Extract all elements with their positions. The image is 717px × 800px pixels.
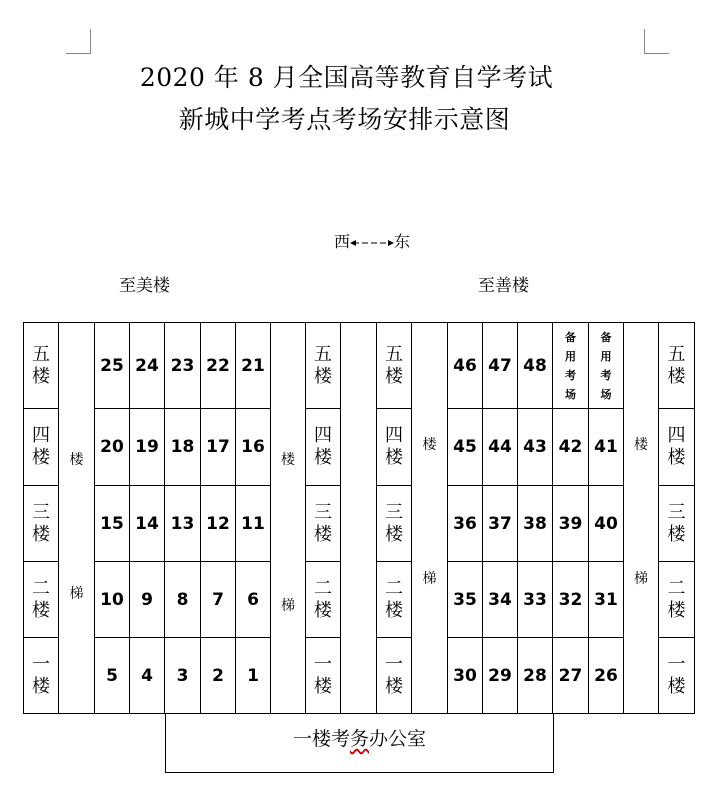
backup-room-char: 考: [600, 368, 612, 382]
floor-label-left-inner: [306, 409, 341, 486]
stair-left-inner: [271, 323, 306, 714]
building-label-right: 至善楼: [478, 276, 529, 296]
room-cell: 46: [448, 323, 483, 409]
floor-char-1: 一: [385, 653, 403, 675]
room-cell: 5: [95, 638, 130, 714]
floor-char-1: 三: [385, 501, 403, 523]
stair-char: 楼: [422, 437, 437, 453]
backup-room-char: 场: [565, 387, 576, 401]
stair-char: 梯: [281, 598, 295, 614]
backup-room-char: 考: [565, 368, 576, 382]
floor-char-2: 楼: [32, 523, 50, 545]
floor-char-1: 二: [314, 577, 332, 599]
floor-char-1: 五: [385, 343, 403, 365]
floor-label-left-inner: [306, 486, 341, 562]
floor-char-1: 五: [667, 343, 686, 365]
stair-char: 楼: [281, 452, 295, 468]
room-cell: 41: [589, 409, 624, 486]
room-cell: 24: [130, 323, 165, 409]
room-cell: 17: [201, 409, 236, 486]
floor-char-2: 楼: [32, 599, 50, 621]
floor-label-left-inner: [306, 638, 341, 714]
floor-char-2: 楼: [314, 523, 332, 545]
floor-char-2: 楼: [667, 675, 686, 697]
room-cell: 14: [130, 486, 165, 562]
floor-label-left-outer: [24, 409, 59, 486]
floor-label-right-inner: [377, 562, 412, 638]
floor-char-1: 三: [32, 501, 50, 523]
room-cell: 27: [553, 638, 589, 714]
floor-label-right-outer: [659, 486, 695, 562]
floor-char-2: 楼: [385, 365, 403, 387]
room-cell: 31: [589, 562, 624, 638]
floor-label-left-outer: [24, 638, 59, 714]
stair-right: [412, 323, 448, 714]
direction-indicator: [334, 229, 410, 252]
floor-char-1: 四: [314, 425, 332, 446]
office-label-prefix: 一楼考: [292, 728, 350, 750]
backup-room-char: 用: [600, 349, 612, 363]
floor-label-right-outer: [659, 409, 695, 486]
room-cell: 43: [518, 409, 553, 486]
floor-label-right-inner: [377, 409, 412, 486]
room-cell: 20: [95, 409, 130, 486]
floor-char-2: 楼: [32, 365, 50, 387]
backup-room: [553, 323, 589, 409]
room-cell: 15: [95, 486, 130, 562]
floor-label-right-outer: [659, 323, 695, 409]
floor-char-1: 四: [667, 425, 686, 446]
room-cell: 48: [518, 323, 553, 409]
floor-label-left-inner: [306, 323, 341, 409]
room-cell: 4: [130, 638, 165, 714]
room-cell: 13: [165, 486, 201, 562]
floor-char-2: 楼: [667, 599, 686, 621]
room-cell: 12: [201, 486, 236, 562]
office-label-suffix: 办公室: [369, 728, 427, 750]
room-cell: 26: [589, 638, 624, 714]
floor-label-left-outer: [24, 323, 59, 409]
page-corner-mark-top-left: [66, 29, 91, 54]
floor-char-2: 楼: [385, 675, 403, 697]
room-cell: 36: [448, 486, 483, 562]
room-cell: 38: [518, 486, 553, 562]
floor-label-left-outer: [24, 562, 59, 638]
room-cell: 32: [553, 562, 589, 638]
floor-char-2: 楼: [32, 447, 50, 468]
room-cell: 1: [236, 638, 271, 714]
room-cell: 37: [483, 486, 518, 562]
stair-char: 梯: [634, 571, 648, 587]
floor-char-2: 楼: [667, 365, 686, 387]
room-cell: 6: [236, 562, 271, 638]
floor-label-right-inner: [377, 323, 412, 409]
floor-label-left-outer: [24, 486, 59, 562]
room-cell: 44: [483, 409, 518, 486]
stair-left: [59, 323, 95, 714]
building-label-left: 至美楼: [119, 276, 170, 296]
page-corner-mark-top-right: [644, 29, 669, 54]
floor-char-2: 楼: [314, 447, 332, 468]
backup-room-char: 备: [600, 330, 612, 344]
room-cell: 28: [518, 638, 553, 714]
backup-room-char: 场: [600, 387, 612, 401]
floor-char-1: 一: [32, 653, 50, 675]
floor-label-right-outer: [659, 562, 695, 638]
floor-char-1: 五: [314, 343, 332, 365]
floor-label-right-outer: [659, 638, 695, 714]
room-cell: 45: [448, 409, 483, 486]
walkway-gap: [341, 323, 377, 714]
floor-char-2: 楼: [32, 675, 50, 697]
room-cell: 11: [236, 486, 271, 562]
room-cell: 21: [236, 323, 271, 409]
floor-row: [24, 323, 695, 409]
room-cell: 34: [483, 562, 518, 638]
stair-char: 梯: [422, 571, 437, 587]
floor-label-right-inner: [377, 638, 412, 714]
room-cell: 2: [201, 638, 236, 714]
backup-room-char: 备: [565, 330, 576, 344]
stair-char: 梯: [69, 586, 84, 602]
room-cell: 18: [165, 409, 201, 486]
room-cell: 47: [483, 323, 518, 409]
room-cell: 22: [201, 323, 236, 409]
stair-char: 楼: [69, 452, 84, 468]
room-cell: 23: [165, 323, 201, 409]
direction-west: 西: [334, 232, 351, 251]
room-cell: 39: [553, 486, 589, 562]
room-cell: 7: [201, 562, 236, 638]
floor-char-2: 楼: [385, 523, 403, 545]
direction-east: 东: [394, 232, 411, 251]
floor-char-2: 楼: [314, 675, 332, 697]
room-cell: 33: [518, 562, 553, 638]
floor-char-1: 一: [667, 653, 686, 675]
room-cell: 3: [165, 638, 201, 714]
floor-char-1: 一: [314, 653, 332, 675]
floor-char-1: 二: [32, 577, 50, 599]
floor-char-1: 四: [385, 425, 403, 446]
title-line-1: 2020 年 8 月全国高等教育自学考试: [139, 63, 554, 92]
room-cell: 30: [448, 638, 483, 714]
exam-room-layout-table: [23, 322, 695, 714]
room-cell: 16: [236, 409, 271, 486]
room-cell: 10: [95, 562, 130, 638]
room-cell: 9: [130, 562, 165, 638]
double-arrow-icon: [350, 237, 394, 249]
title-line-2: 新城中学考点考场安排示意图: [178, 105, 511, 134]
floor-char-2: 楼: [385, 599, 403, 621]
floor-char-1: 三: [667, 501, 686, 523]
backup-room-char: 用: [565, 349, 576, 363]
floor-char-1: 五: [32, 343, 50, 365]
floor-label-right-inner: [377, 486, 412, 562]
office-label-wavy: 务: [349, 728, 369, 750]
floor-char-2: 楼: [667, 523, 686, 545]
floor-char-2: 楼: [314, 599, 332, 621]
floor-char-2: 楼: [314, 365, 332, 387]
room-cell: 25: [95, 323, 130, 409]
floor-char-1: 三: [314, 501, 332, 523]
room-cell: 35: [448, 562, 483, 638]
room-cell: 42: [553, 409, 589, 486]
floor-label-left-inner: [306, 562, 341, 638]
exam-office: [165, 714, 554, 773]
stair-right-inner: [624, 323, 659, 714]
floor-char-1: 二: [667, 577, 686, 599]
room-cell: 8: [165, 562, 201, 638]
floor-char-1: 二: [385, 577, 403, 599]
room-cell: 29: [483, 638, 518, 714]
floor-char-1: 四: [32, 425, 50, 446]
room-cell: 40: [589, 486, 624, 562]
floor-char-2: 楼: [385, 447, 403, 468]
stair-char: 楼: [634, 437, 648, 453]
backup-room: [589, 323, 624, 409]
floor-char-2: 楼: [667, 447, 686, 468]
room-cell: 19: [130, 409, 165, 486]
